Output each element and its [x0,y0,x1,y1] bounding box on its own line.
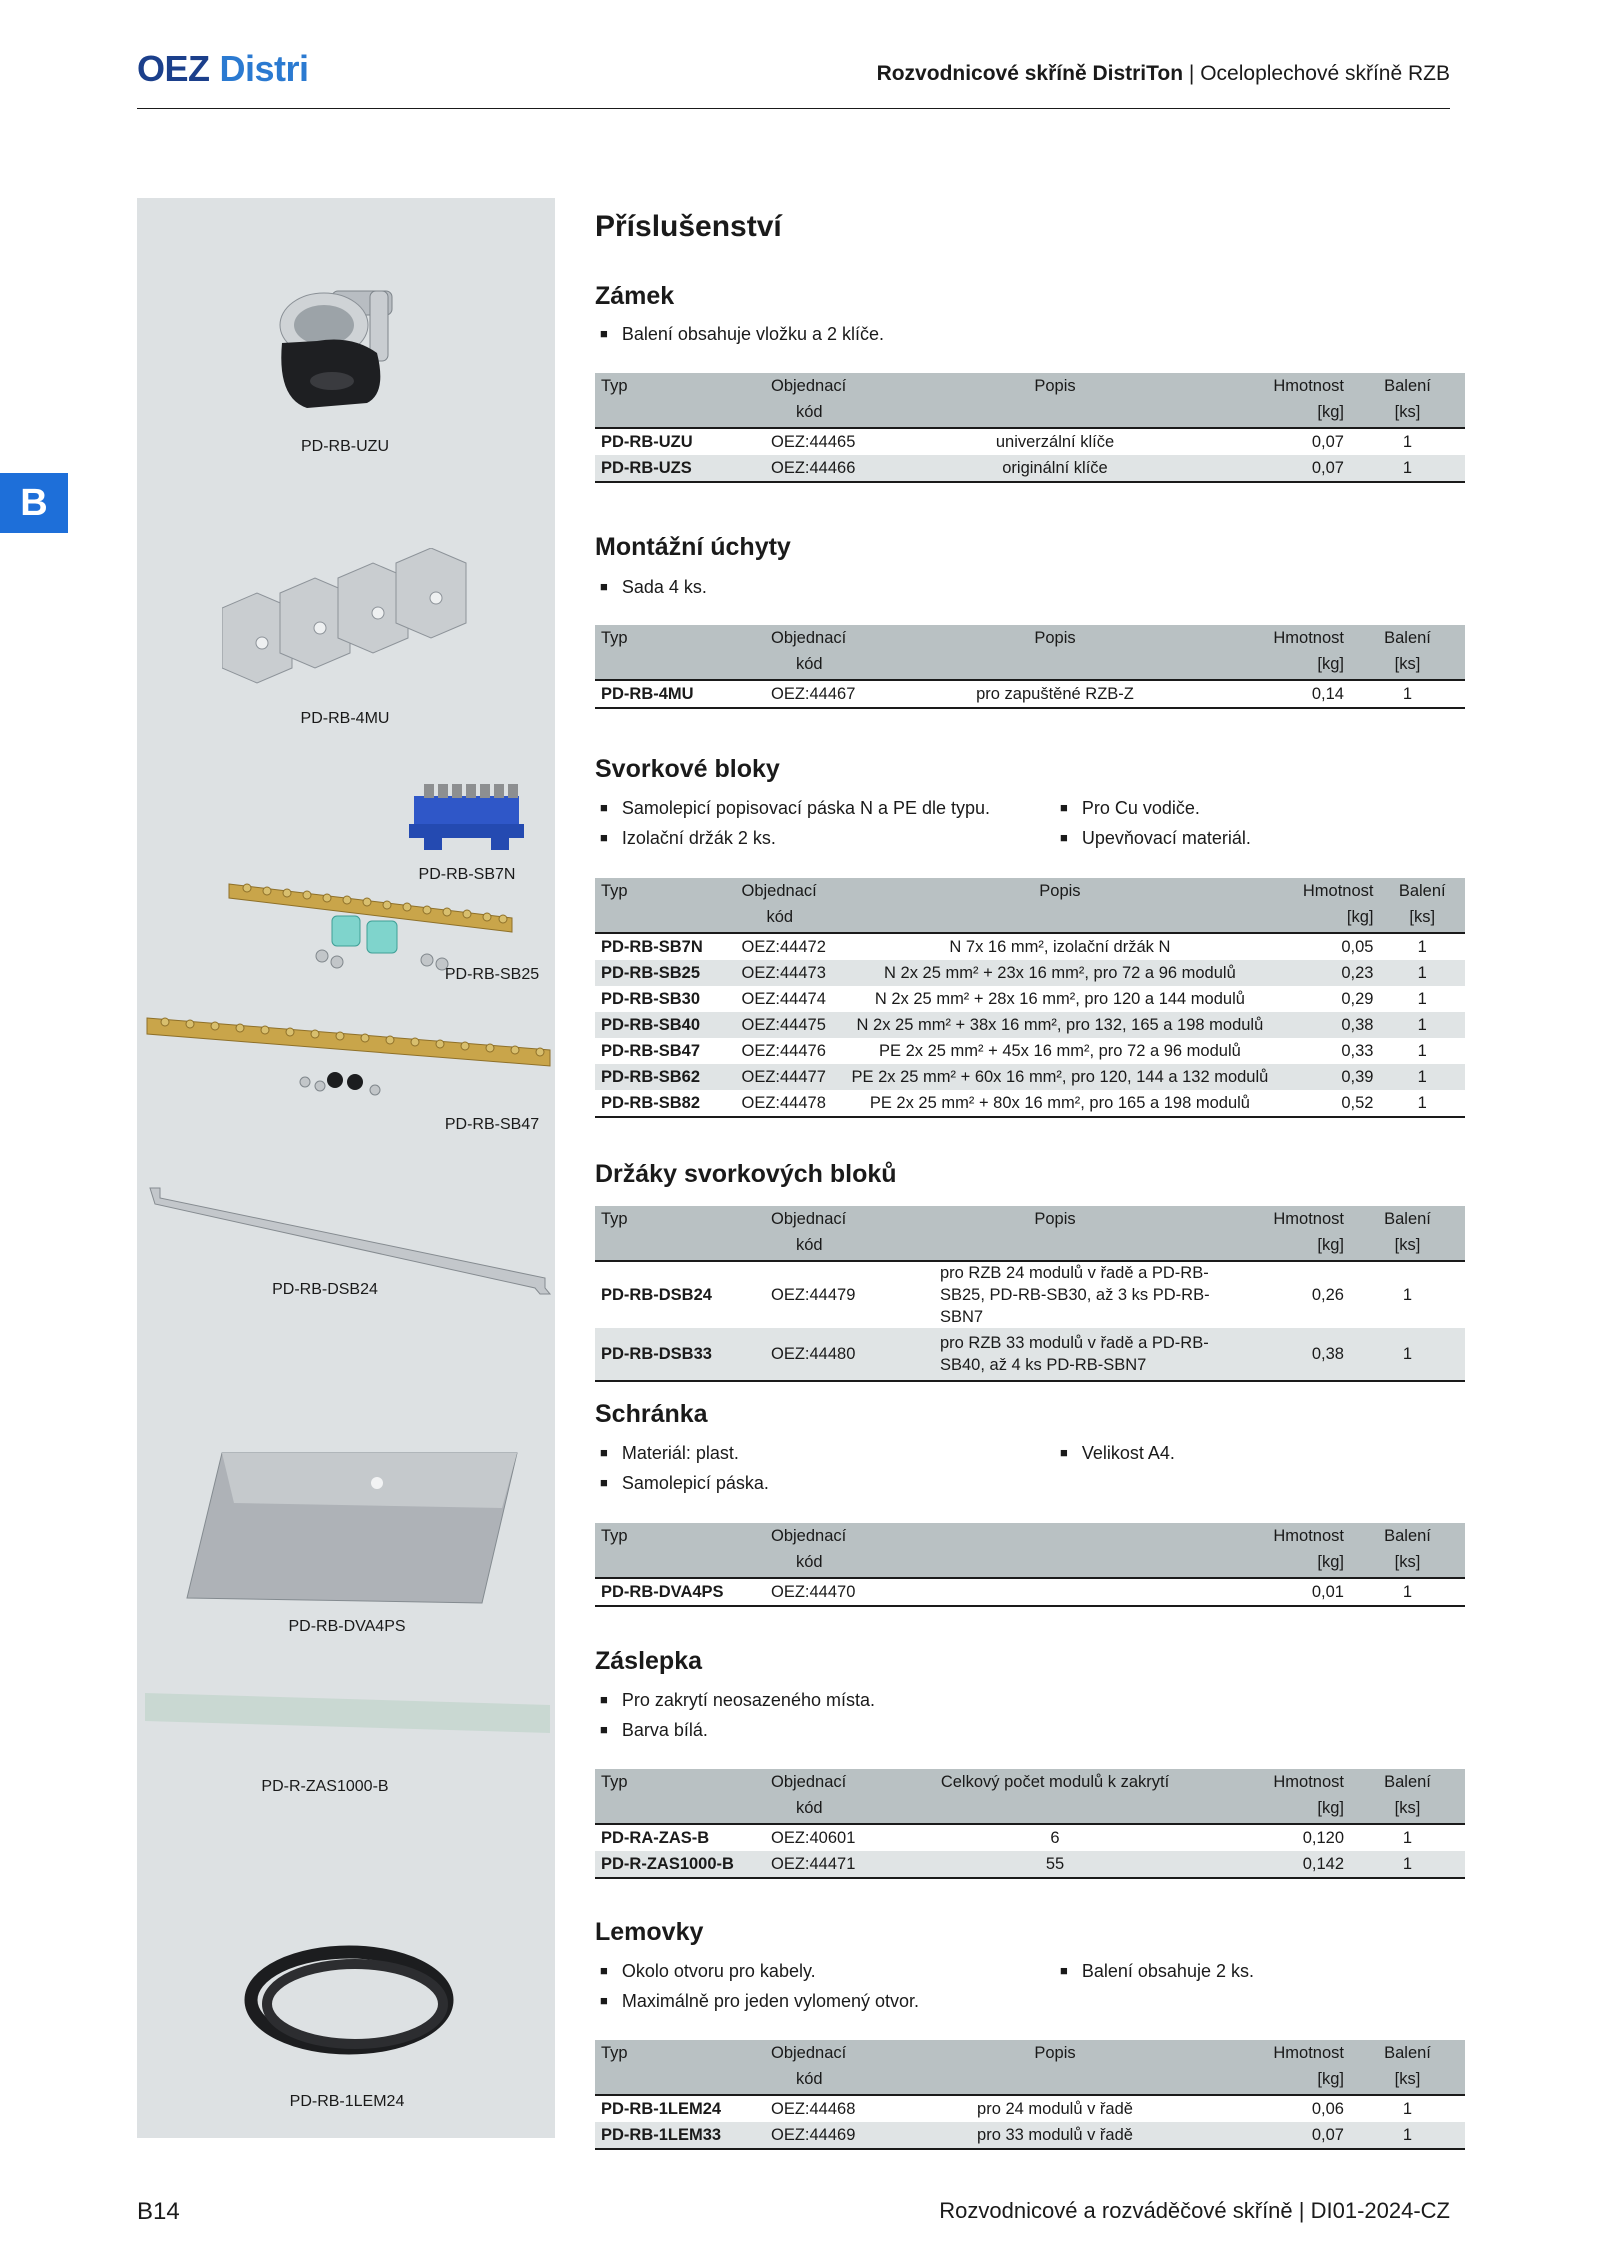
bullet: ■ Balení obsahuje vložku a 2 klíče. [600,324,884,345]
table-row: PD-RA-ZAS-B OEZ:40601 6 0,120 1 [601,1829,1413,1847]
cam-lock-image [262,283,397,423]
table-blanking: Typ Objednací kód Celkový počet modulů k zakrytí Hmotnost [kg] Balení [ks] PD-RA-ZAS-B OEZ:40601 6 0,120 1 PD-R-ZAS1000-B OEZ:44471 55 0,142 1 [595,1769,1465,1879]
table-row: PD-RB-SB30 OEZ:44474 N 2x 25 mm² + 28x 16 mm², pro 120 a 144 modulů 0,29 1 [601,990,1427,1008]
caption-uzu: PD-RB-UZU [301,438,389,455]
breadcrumb: Rozvodnicové skříně DistriTon | Oceloplechové skříně RZB [876,62,1450,85]
caption-zas: PD-R-ZAS1000-B [261,1778,389,1795]
bullet: ■ Barva bílá. [600,1720,708,1741]
section-title-block-holders: Držáky svorkových bloků [595,1160,897,1188]
table-row: PD-RB-SB25 OEZ:44473 N 2x 25 mm² + 23x 16 mm², pro 72 a 96 modulů 0,23 1 [595,960,1465,986]
section-title-grommets: Lemovky [595,1918,704,1946]
breadcrumb-category: Rozvodnicové skříně DistriTon [876,62,1184,85]
bullet: ■ Maximálně pro jeden vylomený otvor. [600,1991,919,2012]
page-number: B14 [137,2198,180,2225]
bullet: ■ Izolační držák 2 ks. [600,828,776,849]
terminal-block-sb7n-image [409,776,524,851]
bullet: ■ Balení obsahuje 2 ks. [1060,1961,1254,1982]
table-grommets: Typ Objednací kód Popis Hmotnost [kg] Balení [ks] PD-RB-1LEM24 OEZ:44468 pro 24 modulů v řadě 0,06 1 PD-RB-1LEM33 OEZ:44469 pro 33 modulů v řadě 0,07 1 [595,2040,1465,2150]
table-row: PD-RB-DSB24 OEZ:44479 pro RZB 24 modulů v řadě a PD-RB-SB25, PD-RB-SB30, až 3 ks PD-RB-SBN7 0,26 1 [601,1264,1413,1326]
table-row: PD-RB-1LEM33 OEZ:44469 pro 33 modulů v řadě 0,07 1 [595,2122,1465,2149]
caption-lem: PD-RB-1LEM24 [289,2093,405,2110]
table-row: PD-RB-SB40 OEZ:44475 N 2x 25 mm² + 38x 16 mm², pro 132, 165 a 198 modulů 0,38 1 [595,1012,1465,1038]
table-brackets: Typ Objednací kód Popis Hmotnost [kg] Balení [ks] PD-RB-4MU OEZ:44467 pro zapuštěné RZB-Z 0,14 1 [595,625,1465,709]
table-row: PD-RB-SB82 OEZ:44478 PE 2x 25 mm² + 80x 16 mm², pro 165 a 198 modulů 0,52 1 [595,1090,1465,1117]
document-reference: Rozvodnicové a rozváděčové skříně | DI01-2024-CZ [939,2198,1450,2223]
table-row: PD-RB-4MU OEZ:44467 pro zapuštěné RZB-Z 0,14 1 [595,680,1465,708]
section-title-brackets: Montážní úchyty [595,533,791,561]
table-row: PD-RB-DVA4PS OEZ:44470 0,01 1 [595,1578,1465,1606]
section-title-pocket: Schránka [595,1400,708,1428]
table-block-holders: Typ Objednací kód Popis Hmotnost [kg] Balení [ks] PD-RB-DSB24 OEZ:44479 pro RZB 24 modulů v řadě a PD-RB-SB25, PD-RB-SB30, až 3 ks PD-RB-SBN7 0,26 1 PD-RB-DSB33 OEZ:44480 pro RZB 33 modulů v řadě a PD-RB-SB40, až 4 ks PD-RB-SBN7 0,38 1 [595,1206,1465,1382]
bullet: ■ Materiál: plast. [600,1443,739,1464]
table-row: PD-RB-SB62 OEZ:44477 PE 2x 25 mm² + 60x 16 mm², pro 120, 144 a 132 modulů 0,39 1 [595,1064,1465,1090]
caption-dsb24: PD-RB-DSB24 [272,1281,378,1298]
document-pocket-image [182,1448,522,1608]
bullet: ■ Sada 4 ks. [600,577,707,598]
table-row: PD-RB-1LEM24 OEZ:44468 pro 24 modulů v řadě 0,06 1 [601,2100,1413,2118]
table-row: PD-R-ZAS1000-B OEZ:44471 55 0,142 1 [595,1851,1465,1878]
product-image-panel [137,198,555,2138]
edge-protection-coil-image [237,1938,467,2063]
table-row: PD-RB-SB7N OEZ:44472 N 7x 16 mm², izolační držák N 0,05 1 [601,938,1427,956]
bullet: ■ Pro zakrytí neosazeného místa. [600,1690,875,1711]
bullet: ■ Samolepicí popisovací páska N a PE dle typu. [600,798,990,819]
page-title: Příslušenství [595,210,782,243]
caption-4mu: PD-RB-4MU [300,710,390,727]
table-row: PD-RB-UZU OEZ:44465 univerzální klíče 0,07 1 [601,433,1413,451]
terminal-block-sb47-image [145,1010,555,1100]
bullet: ■ Upevňovací materiál. [1060,828,1251,849]
caption-sb47: PD-RB-SB47 [444,1116,540,1133]
mounting-brackets-image [222,548,472,688]
table-row: PD-RB-DSB33 OEZ:44480 pro RZB 33 modulů v řadě a PD-RB-SB40, až 4 ks PD-RB-SBN7 0,38 1 [595,1328,1465,1381]
caption-dva4ps: PD-RB-DVA4PS [288,1618,406,1635]
header-divider [137,108,1450,109]
terminal-block-sb25-image [227,876,517,971]
bullet: ■ Samolepicí páska. [600,1473,769,1494]
breadcrumb-subcategory: Oceloplechové skříně RZB [1200,62,1450,85]
oez-distri-logo: OEZ Distri [137,48,309,89]
table-lock: Typ Objednací kód Popis Hmotnost [kg] Balení [ks] PD-RB-UZU OEZ:44465 univerzální klíče 0,07 1 PD-RB-UZS OEZ:44466 originální klíče 0,07 1 [595,373,1465,483]
section-title-lock: Zámek [595,282,675,310]
table-row: PD-RB-SB47 OEZ:44476 PE 2x 25 mm² + 45x 16 mm², pro 72 a 96 modulů 0,33 1 [601,1042,1427,1060]
caption-sb25: PD-RB-SB25 [444,966,540,983]
table-pocket: Typ Objednací kód Hmotnost [kg] Balení [ks] PD-RB-DVA4PS OEZ:44470 0,01 1 [595,1523,1465,1607]
bullet: ■ Okolo otvoru pro kabely. [600,1961,816,1982]
bullet: ■ Pro Cu vodiče. [1060,798,1200,819]
blanking-strip-image [145,1693,555,1733]
chapter-tab: B [0,473,68,533]
section-title-blanking: Záslepka [595,1647,703,1675]
table-row: PD-RB-UZS OEZ:44466 originální klíče 0,07 1 [595,455,1465,482]
bullet: ■ Velikost A4. [1060,1443,1175,1464]
caption-sb7n: PD-RB-SB7N [418,866,516,883]
section-title-terminal-blocks: Svorkové bloky [595,755,780,783]
table-terminal-blocks: Typ Objednací kód Popis Hmotnost [kg] Balení [ks] PD-RB-SB7N OEZ:44472 N 7x 16 mm², izolační držák N 0,05 1 PD-RB-SB25 OEZ:44473 N 2x 25 mm² + 23x 16 mm², pro 72 a 96 modulů 0,23 1 PD-RB-SB30 OEZ:44474 N 2x 25 mm² + 28x 16 mm², pro 120 a 144 modulů 0,29 1 PD-RB-SB40 OEZ:44475 N 2x 25 mm² + 38x 16 mm², pro 132, 165 a 198 modulů 0,38 1 PD-RB-SB47 OEZ:44476 PE 2x 25 mm² + 45x 16 mm², pro 72 a 96 modulů 0,33 1 PD-RB-SB62 OEZ:44477 PE 2x 25 mm² + 60x 16 mm², pro 120, 144 a 132 modulů 0,39 1 PD-RB-SB82 OEZ:44478 PE 2x 25 mm² + 80x 16 mm², pro 165 a 198 modulů 0,52 1 [595,878,1465,1118]
